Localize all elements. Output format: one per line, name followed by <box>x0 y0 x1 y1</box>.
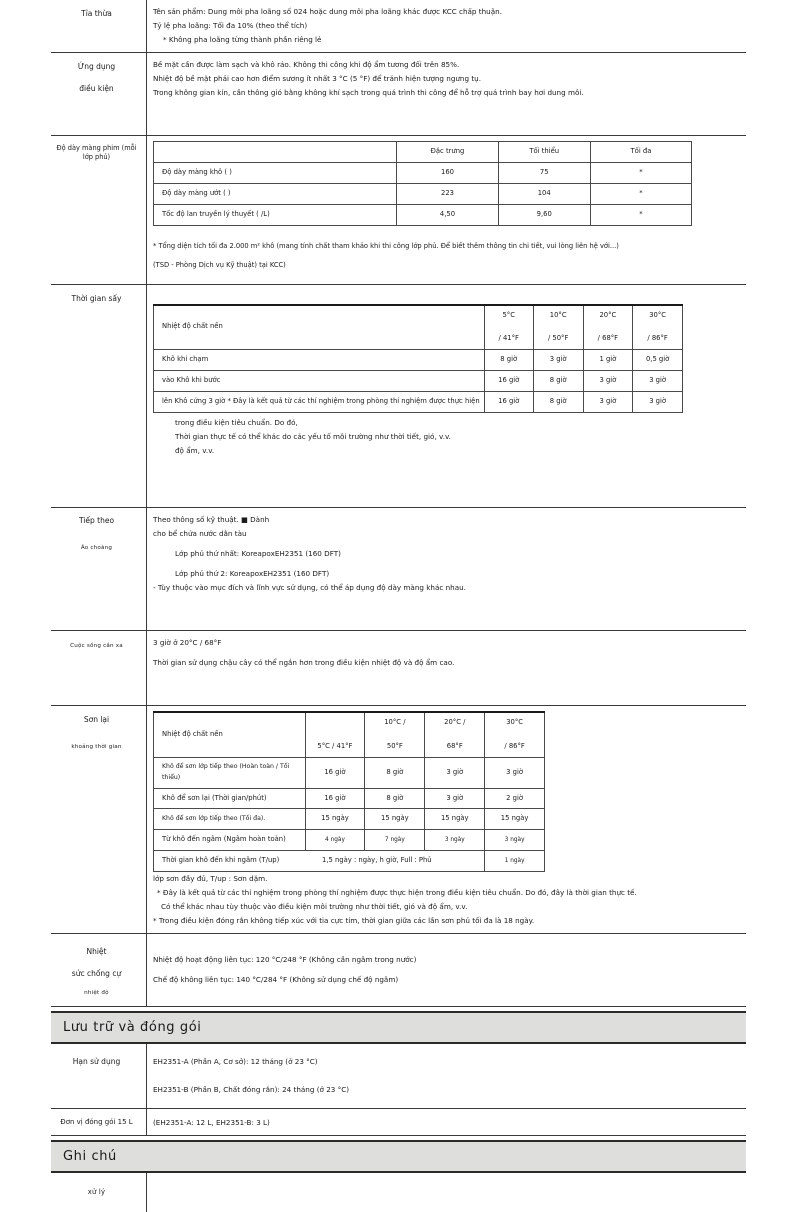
cell-wet-typical: 223 <box>397 183 498 204</box>
pot-life-line-2: Thời gian sử dụng chậu cây có thể ngắn hơn trong điều kiện nhiệt độ và độ ẩm cao. <box>153 658 455 668</box>
recoat-note-1: lớp sơn đầy đủ, T/up : Sơn dặm. <box>153 874 268 884</box>
th-temp-5c <box>484 305 533 350</box>
table-row <box>154 163 692 184</box>
cell-dry-to-immersion-name: Thời gian khô đến khi ngâm (T/up) <box>162 856 280 865</box>
cell-recoat-max-30c: 15 ngày <box>485 809 545 830</box>
heat-resistance-label-1: Nhiệt <box>86 947 107 957</box>
cell-wet-max: * <box>590 183 691 204</box>
row-packaging-unit <box>51 1109 746 1137</box>
recoat-note-4: * Trong điều kiện đóng rắn không tiếp xúc với tia cực tím, thời gian giữa các lần sơn phủ tối đa là 18 ngày. <box>153 916 535 926</box>
cell-recoat-time-10c: 8 giờ <box>365 788 425 809</box>
cell-touch-dry-name: Khô khi chạm <box>154 350 485 371</box>
recoat-note-3: Có thể khác nhau tùy thuộc vào điều kiện môi trường như thời tiết, gió và độ ẩm, v.v. <box>161 902 468 912</box>
th-recoat-5c-bottom: 5°C / 41°F <box>317 742 353 750</box>
cell-immersion-30c: 3 ngày <box>485 830 545 851</box>
cell-hard-dry-5c: 16 giờ <box>484 392 533 413</box>
cell-wet-film-name: Độ dày màng ướt ( ) <box>154 183 397 204</box>
cell-recoat-time-20c: 3 giờ <box>425 788 485 809</box>
cell-recoat-min-30c: 3 giờ <box>485 757 545 788</box>
cell-spread-typical: 4,50 <box>397 204 498 225</box>
th-temp-30c <box>633 305 683 350</box>
th-temp-20c <box>583 305 633 350</box>
th-temp-5c-c: 5°C <box>502 310 515 319</box>
cell-recoat-max-5c: 15 ngày <box>305 809 365 830</box>
table-row <box>154 809 545 830</box>
th-temp-20c-c: 20°C <box>599 310 617 319</box>
storage-section-header: Lưu trữ và đóng gói <box>51 1011 746 1044</box>
cell-dry-to-immersion <box>154 851 485 872</box>
row-drying-time <box>51 285 746 508</box>
cell-spread-min: 9,60 <box>498 204 590 225</box>
next-coat-second: Lớp phủ thứ 2: KoreapoxEH2351 (160 DFT) <box>175 569 330 579</box>
handling-label-text: xử lý <box>87 1188 106 1197</box>
thinner-line-1: Tên sản phẩm: Dung môi pha loãng số 024 hoặc dung môi pha loãng khác được KCC chấp thuận. <box>153 7 502 16</box>
application-content <box>146 53 746 135</box>
cell-recoat-time-30c: 2 giờ <box>485 788 545 809</box>
th-temp-10c-f: / 50°F <box>547 334 569 343</box>
row-label-pot-life <box>51 631 146 705</box>
recoat-label-sub: khoảng thời gian <box>71 743 122 750</box>
th-recoat-10c-bottom: 50°F <box>386 742 403 750</box>
shelf-life-content <box>146 1044 746 1108</box>
handling-content <box>146 1173 746 1211</box>
cell-recoat-min-20c: 3 giờ <box>425 757 485 788</box>
cell-immersion-5c: 4 ngày <box>305 830 365 851</box>
cell-touch-dry-5c: 8 giờ <box>484 350 533 371</box>
thinner-content <box>146 0 746 52</box>
cell-hard-dry-20c: 3 giờ <box>583 392 633 413</box>
cell-walk-dry-name: vào Khô khi bước <box>154 371 485 392</box>
thinner-label-text: Tỉa thừa <box>81 9 112 18</box>
th-recoat-20c-top: 20°C / <box>444 718 466 727</box>
drying-time-content <box>146 285 746 507</box>
thinner-line-3: * Không pha loãng từng thành phần riêng lẻ <box>163 35 322 45</box>
table-row <box>154 392 683 413</box>
application-line-3: Trong không gian kín, cần thông gió bằng không khí sạch trong quá trình thi công để hỗ trợ quá trình bay hơi dung môi. <box>153 88 584 98</box>
table-row <box>154 350 683 371</box>
recoat-content <box>146 706 746 933</box>
next-coat-line-2: cho bể chứa nước dằn tàu <box>153 529 247 539</box>
pot-life-label-text: Cuộc sống cần xa <box>70 643 123 650</box>
table-header-row <box>154 712 545 757</box>
cell-touch-dry-20c: 1 giờ <box>583 350 633 371</box>
shelf-life-line-1: EH2351-A (Phần A, Cơ sở): 12 tháng (ở 23 °C) <box>153 1056 318 1066</box>
th-temp-30c-c: 30°C <box>649 310 667 319</box>
cell-recoat-max-10c: 15 ngày <box>365 809 425 830</box>
heat-resistance-line-2: Chế độ không liên tục: 140 °C/284 °F (Không sử dụng chế độ ngâm) <box>153 975 399 985</box>
cell-walk-dry-20c: 3 giờ <box>583 371 633 392</box>
cell-hard-dry-10c: 8 giờ <box>533 392 583 413</box>
cell-immersion-10c: 7 ngày <box>365 830 425 851</box>
drying-time-table <box>153 304 683 413</box>
film-thickness-label-text: Độ dày màng phim (mỗi lớp phủ) <box>56 144 137 162</box>
cell-recoat-min-10c: 8 giờ <box>365 757 425 788</box>
left-margin <box>0 0 51 1007</box>
row-label-recoat <box>51 706 146 933</box>
cell-wet-min: 104 <box>498 183 590 204</box>
table-header-row <box>154 142 692 163</box>
table-row <box>154 371 683 392</box>
table-row <box>154 204 692 225</box>
row-recoat-interval <box>51 706 746 934</box>
notes-section-header: Ghi chú <box>51 1140 746 1173</box>
cell-recoat-time-name: Khô để sơn lại (Thời gian/phút) <box>154 788 306 809</box>
table-row <box>154 183 692 204</box>
row-label-next-coat <box>51 508 146 630</box>
row-application-conditions <box>51 53 746 136</box>
cell-dry-to-immersion-overlay: 1,5 ngày : ngày, h giờ, Full : Phủ <box>322 856 432 865</box>
right-margin <box>746 0 800 1007</box>
cell-recoat-time-5c: 16 giờ <box>305 788 365 809</box>
pot-life-line-1: 3 giờ ở 20°C / 68°F <box>153 638 222 648</box>
row-label-film-thickness <box>51 136 146 283</box>
th-recoat-5c <box>305 712 365 757</box>
cell-recoat-min-name: Khô để sơn lớp tiếp theo (Hoàn toàn / Tối thiểu) <box>154 757 306 788</box>
cell-recoat-max-name: Khô để sơn lớp tiếp theo (Tối đa). <box>154 809 306 830</box>
cell-spread-rate-name: Tốc độ lan truyền lý thuyết ( /L) <box>154 204 397 225</box>
th-temp-30c-f: / 86°F <box>647 334 668 343</box>
cell-immersion-name: Từ khô đến ngâm (Ngâm hoàn toàn) <box>154 830 306 851</box>
packaging-label-text: Đơn vị đóng gói 15 L <box>60 1117 133 1126</box>
cell-walk-dry-5c: 16 giờ <box>484 371 533 392</box>
next-coat-label-sub: Áo choàng <box>80 544 113 551</box>
cell-spread-max: * <box>590 204 691 225</box>
th-recoat-30c-bottom: / 86°F <box>504 742 525 750</box>
th-substrate-temp: Nhiệt độ chất nền <box>154 305 485 350</box>
application-line-1: Bề mặt cần được làm sạch và khô ráo. Không thi công khi độ ẩm tương đối trên 85%. <box>153 60 460 70</box>
cell-dry-min: 75 <box>498 163 590 184</box>
cell-touch-dry-30c: 0,5 giờ <box>633 350 683 371</box>
next-coat-footer: - Tùy thuộc vào mục đích và lĩnh vực sử dụng, có thể áp dụng độ dày màng khác nhau. <box>153 583 466 593</box>
th-typical: Đặc trưng <box>397 142 498 163</box>
application-label-sub: điều kiện <box>79 83 114 93</box>
row-label-packaging <box>51 1109 146 1136</box>
drying-time-note-3: độ ẩm, v.v. <box>175 445 215 455</box>
notes-section <box>0 1140 800 1211</box>
film-thickness-note-2: (TSD - Phòng Dịch vụ Kỹ thuật) tại KCC) <box>153 261 286 270</box>
heat-resistance-content <box>146 934 746 1005</box>
th-recoat-30c <box>485 712 545 757</box>
next-coat-line-1: Theo thông số kỹ thuật. ■ Dành <box>153 515 270 524</box>
cell-recoat-max-20c: 15 ngày <box>425 809 485 830</box>
shelf-life-label-text: Hạn sử dụng <box>72 1056 121 1066</box>
row-label-heat-resistance <box>51 934 146 1005</box>
heat-resistance-label-2: sức chống cự <box>71 969 122 979</box>
cell-dry-max: * <box>590 163 691 184</box>
drying-time-table-wrap <box>153 304 746 413</box>
th-recoat-10c <box>365 712 425 757</box>
cell-dry-typical: 160 <box>397 163 498 184</box>
recoat-note-2: * Đây là kết quả từ các thí nghiệm trong phòng thí nghiệm được thực hiện trong điều kiện tiêu chuẩn. Do đó, đây là thời gian thực tế. <box>157 888 637 898</box>
recoat-label-main: Sơn lại <box>83 715 110 725</box>
row-thinner <box>51 0 746 53</box>
row-label-drying-time <box>51 285 146 507</box>
recoat-table <box>153 711 545 872</box>
th-recoat-20c-bottom: 68°F <box>446 742 463 750</box>
drying-time-note-2: Thời gian thực tế có thể khác do các yếu tố môi trường như thời tiết, gió, v.v. <box>175 431 451 441</box>
cell-recoat-min-5c: 16 giờ <box>305 757 365 788</box>
th-temp-10c-c: 10°C <box>549 310 567 319</box>
th-maximum: Tối đa <box>590 142 691 163</box>
heat-resistance-label-3: nhiệt độ <box>84 989 109 996</box>
storage-section <box>0 1011 800 1137</box>
th-temp-5c-f: / 41°F <box>498 334 519 343</box>
cell-touch-dry-10c: 3 giờ <box>533 350 583 371</box>
cell-hard-dry-30c: 3 giờ <box>633 392 683 413</box>
next-coat-first: Lớp phủ thứ nhất: KoreapoxEH2351 (160 DFT) <box>175 549 341 559</box>
th-blank <box>154 142 397 163</box>
application-line-2: Nhiệt độ bề mặt phải cao hơn điểm sương ít nhất 3 °C (5 °F) để tránh hiện tượng ngưng tụ. <box>153 74 481 84</box>
row-handling <box>51 1173 746 1211</box>
th-recoat-substrate-temp: Nhiệt độ chất nền <box>154 712 306 757</box>
row-pot-life <box>51 631 746 706</box>
th-recoat-30c-top: 30°C <box>506 718 523 727</box>
cell-dry-film-name: Độ dày màng khô ( ) <box>154 163 397 184</box>
application-label-main: Ứng dụng <box>77 62 116 72</box>
table-row <box>154 788 545 809</box>
th-recoat-20c <box>425 712 485 757</box>
row-label-application <box>51 53 146 135</box>
row-label-thinner <box>51 0 146 52</box>
drying-time-label-text: Thời gian sấy <box>71 293 122 303</box>
cell-walk-dry-30c: 3 giờ <box>633 371 683 392</box>
table-row <box>154 757 545 788</box>
table-row-overlap <box>154 851 545 872</box>
packaging-content <box>146 1109 746 1136</box>
next-coat-label-main: Tiếp theo <box>78 516 115 525</box>
row-heat-resistance <box>51 934 746 1006</box>
row-label-handling <box>51 1173 146 1211</box>
pot-life-content <box>146 631 746 705</box>
table-header-row <box>154 305 683 350</box>
film-thickness-content <box>146 136 746 283</box>
th-minimum: Tối thiểu <box>498 142 590 163</box>
row-label-shelf-life <box>51 1044 146 1108</box>
row-shelf-life <box>51 1044 746 1109</box>
cell-immersion-20c: 3 ngày <box>425 830 485 851</box>
th-recoat-10c-top: 10°C / <box>384 718 406 727</box>
next-coat-content <box>146 508 746 630</box>
row-film-thickness <box>51 136 746 284</box>
drying-time-note-1: trong điều kiện tiêu chuẩn. Do đó, <box>175 417 298 427</box>
cell-walk-dry-10c: 8 giờ <box>533 371 583 392</box>
th-temp-10c <box>533 305 583 350</box>
cell-hard-dry-name: lên Khô cứng 3 giờ * Đây là kết quả từ các thí nghiệm trong phòng thí nghiệm được thực hiện <box>154 392 485 413</box>
thinner-line-2: Tỷ lệ pha loãng: Tối đa 10% (theo thể tích) <box>153 21 308 31</box>
film-thickness-note-1: * Tổng diện tích tối đa 2.000 m² khô (mang tính chất tham khảo khi thi công lớp phủ. Để biết thêm thông tin chi tiết, vui lòng liên hệ với...) <box>153 241 619 250</box>
cell-dry-to-immersion-last: 1 ngày <box>485 851 545 872</box>
shelf-life-line-2: EH2351-B (Phần B, Chất đóng rắn): 24 tháng (ở 23 °C) <box>153 1084 350 1094</box>
film-thickness-table <box>153 141 692 226</box>
datasheet-body <box>51 0 746 1007</box>
heat-resistance-line-1: Nhiệt độ hoạt động liên tục: 120 °C/248 °F (Không cần ngâm trong nước) <box>153 955 417 965</box>
th-temp-20c-f: / 68°F <box>597 334 619 343</box>
table-row <box>154 830 545 851</box>
row-next-coat <box>51 508 746 631</box>
packaging-value: (EH2351-A: 12 L, EH2351-B: 3 L) <box>153 1117 270 1127</box>
